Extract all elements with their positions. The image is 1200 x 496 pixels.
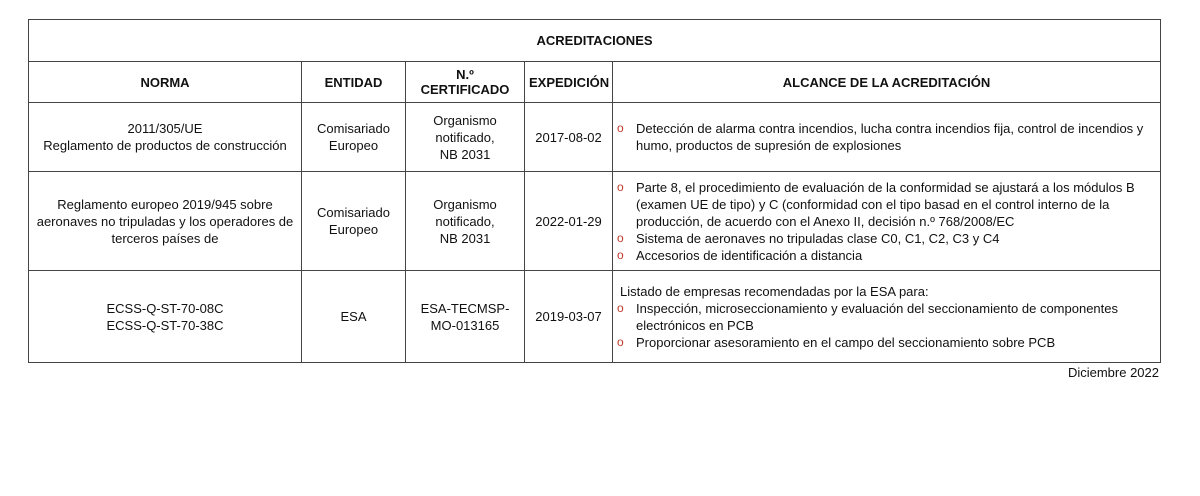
entidad-line: Europeo: [328, 138, 379, 153]
certificado-cell: [406, 103, 525, 172]
alcance-list: [617, 300, 1156, 351]
table-title: ACREDITACIONES: [29, 20, 1161, 62]
alcance-intro: Listado de empresas recomendadas por la ESA para:: [620, 283, 929, 299]
norma-line: terceros países de: [111, 230, 219, 246]
header-norma: NORMA: [29, 62, 302, 103]
certificado-line: Organismo: [433, 112, 497, 128]
header-expedicion: EXPEDICIÓN: [525, 62, 613, 103]
norma-line: ECSS-Q-ST-70-08C: [106, 300, 224, 316]
entidad-cell: [302, 271, 406, 363]
norma-line: 2011/305/UE: [127, 121, 203, 136]
entidad-line: ESA: [340, 309, 367, 324]
entidad-cell: [302, 172, 406, 271]
entidad-line: Comisariado: [317, 205, 390, 220]
header-entidad: ENTIDAD: [302, 62, 406, 103]
expedicion-cell: 2017-08-02: [525, 103, 613, 172]
norma-line: ECSS-Q-ST-70-38C: [106, 317, 224, 333]
norma-line: Reglamento de productos de construcción: [43, 138, 287, 153]
expedicion-cell: 2022-01-29: [525, 172, 613, 271]
entidad-cell: [302, 103, 406, 172]
footer-date: Diciembre 2022: [1067, 365, 1159, 380]
alcance-cell: [613, 172, 1161, 271]
expedicion-cell: 2019-03-07: [525, 271, 613, 363]
certificado-line: Organismo: [433, 196, 497, 212]
alcance-list: [617, 120, 1156, 154]
list-item: o Proporcionar asesoramiento en el campo del seccionamiento sobre PCB: [617, 334, 1156, 351]
accreditations-table: [28, 19, 1161, 363]
certificado-cell: [406, 172, 525, 271]
entidad-line: Comisariado: [317, 121, 390, 136]
certificado-cell: [406, 271, 525, 363]
table-row: [29, 172, 1161, 271]
certificado-line: ESA-TECMSP-: [420, 300, 510, 316]
list-item: o Accesorios de identificación a distancia: [617, 247, 1156, 264]
norma-cell: [29, 172, 302, 271]
norma-cell: [29, 103, 302, 172]
certificado-line: notificado,: [435, 129, 495, 145]
header-row: [29, 62, 1161, 103]
alcance-list: [617, 179, 1156, 264]
alcance-cell: [613, 271, 1161, 363]
list-item: o Sistema de aeronaves no tripuladas clase C0, C1, C2, C3 y C4: [617, 230, 1156, 247]
table-row: [29, 271, 1161, 363]
table-title-row: [29, 20, 1161, 62]
list-item: o Parte 8, el procedimiento de evaluación de la conformidad se ajustará a los módulos B (examen UE de tipo) y C (conformidad con el tipo basad en el control interno de la producción, de acuerdo con el Anexo II, decisión n.º 768/2008/EC: [617, 179, 1156, 230]
certificado-line: MO-013165: [430, 317, 500, 333]
certificado-line: NB 2031: [439, 146, 491, 162]
certificado-line: NB 2031: [439, 230, 491, 246]
norma-cell: [29, 271, 302, 363]
norma-line: aeronaves no tripuladas y los operadores de: [36, 213, 294, 229]
header-alcance: ALCANCE DE LA ACREDITACIÓN: [613, 62, 1161, 103]
alcance-cell: [613, 103, 1161, 172]
table-row: [29, 103, 1161, 172]
header-certificado: N.º CERTIFICADO: [406, 62, 525, 103]
certificado-line: notificado,: [435, 213, 495, 229]
entidad-line: Europeo: [328, 222, 379, 237]
norma-line: Reglamento europeo 2019/945 sobre: [57, 196, 273, 212]
list-item: o Detección de alarma contra incendios, lucha contra incendios fija, control de incendios y humo, productos de supresión de explosiones: [617, 120, 1156, 154]
list-item: o Inspección, microseccionamiento y evaluación del seccionamiento de componentes electrónicos en PCB: [617, 300, 1156, 334]
